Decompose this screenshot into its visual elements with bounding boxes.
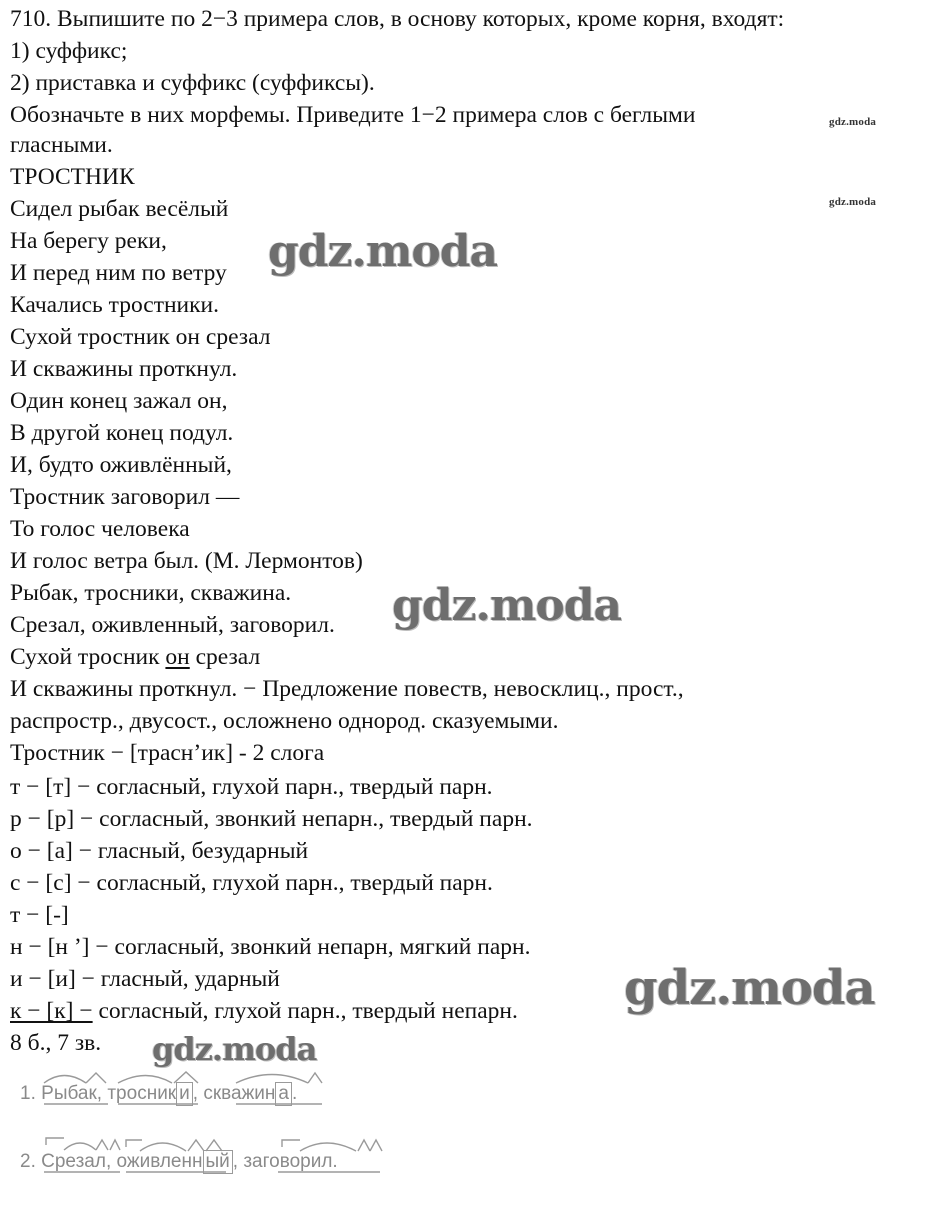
phonetic-row: т − [т] − согласный, глухой парн., твердый парн.: [10, 774, 493, 800]
sentence-subject: он: [165, 644, 190, 670]
poem-line: Сидел рыбак весёлый: [10, 196, 229, 222]
root-arc: [118, 1076, 172, 1084]
prefix-hook: [282, 1140, 300, 1147]
task-instruction-2: гласными.: [10, 132, 113, 158]
row-number: 1.: [20, 1083, 36, 1104]
morpheme-word: Срезал: [41, 1151, 106, 1172]
period: .: [332, 1151, 338, 1172]
ending-box: а: [275, 1082, 292, 1106]
root-arc: [44, 1076, 86, 1084]
answer-words-2: Срезал, оживленный, заговорил.: [10, 612, 335, 638]
poem-line: Сухой тростник он срезал: [10, 324, 271, 350]
poem-line: В другой конец подул.: [10, 420, 234, 446]
phonetic-row: р − [р] − согласный, звонкий непарн., твердый парн.: [10, 806, 533, 832]
poem-title: ТРОСТНИК: [10, 164, 135, 190]
morpheme-word: заговорил: [243, 1151, 333, 1172]
phonetic-row: о − [а] − гласный, безударный: [10, 838, 309, 864]
watermark-small: gdz.moda: [829, 116, 877, 128]
phonetic-underlined: к − [к] −: [10, 998, 93, 1024]
suffix-wedge: [206, 1140, 222, 1151]
task-instruction-1: Обозначьте в них морфемы. Приведите 1−2 примера слов с беглыми: [10, 102, 696, 128]
phonetic-row: н − [н ’] − согласный, звонкий непарн, мягкий парн.: [10, 934, 531, 960]
poem-line: Качались тростники.: [10, 292, 219, 318]
root-arc: [236, 1075, 308, 1084]
ending-box: и: [176, 1082, 193, 1106]
comma: ,: [232, 1151, 239, 1172]
poem-line: И перед ним по ветру: [10, 260, 227, 286]
suffix-wedge: [86, 1073, 106, 1083]
comma: ,: [192, 1083, 199, 1104]
phonetic-rest: согласный, глухой парн., твердый непарн.: [92, 998, 518, 1024]
task-item-2: 2) приставка и суффикс (суффиксы).: [10, 70, 375, 96]
ending-box: ый: [203, 1150, 233, 1174]
suffix-wedge: [308, 1073, 322, 1083]
root-arc: [140, 1143, 186, 1151]
answer-analysis-2: распростр., двусост., осложнено однород. сказуемыми.: [10, 708, 559, 734]
comma: ,: [105, 1151, 112, 1172]
poem-line: И скважины проткнул.: [10, 356, 238, 382]
suffix-wedge: [174, 1072, 198, 1083]
sentence-part: срезал: [189, 644, 261, 670]
morpheme-word: тросник: [107, 1083, 177, 1104]
comma: ,: [96, 1083, 103, 1104]
root-arc: [64, 1143, 96, 1150]
phonetic-title: Тростник − [трасн’ик] - 2 слога: [10, 740, 325, 766]
poem-line: На берегу реки,: [10, 228, 167, 254]
watermark-big: gdz.moda: [624, 960, 875, 1016]
morpheme-word: скважин: [203, 1083, 276, 1104]
sound-summary: 8 б., 7 зв.: [10, 1030, 102, 1056]
answer-analysis-1: И скважины проткнул. − Предложение повеств, невосклиц., прост.,: [10, 676, 684, 702]
suffix-wedge: [188, 1140, 204, 1151]
root-arc: [300, 1143, 356, 1151]
poem-line: Один конец зажал он,: [10, 388, 228, 414]
phonetic-row: и − [и] − гласный, ударный: [10, 966, 280, 992]
morpheme-word: Рыбак: [41, 1083, 97, 1104]
suffix-wedge: [370, 1140, 382, 1151]
poem-line: И голос ветра был. (М. Лермонтов): [10, 548, 363, 574]
suffix-wedge: [358, 1140, 370, 1151]
poem-line: Тростник заговорил —: [10, 484, 240, 510]
sentence-part: Сухой тросник: [10, 644, 166, 670]
watermark-small: gdz.moda: [829, 196, 877, 208]
task-item-1: 1) суффикс;: [10, 38, 128, 64]
task-heading: 710. Выпишите по 2−3 примера слов, в основу которых, кроме корня, входят:: [10, 6, 785, 32]
poem-line: То голос человека: [10, 516, 190, 542]
watermark-big: gdz.moda: [152, 1030, 317, 1068]
prefix-hook: [126, 1140, 142, 1147]
watermark-big: gdz.moda: [268, 226, 498, 277]
answer-words-1: Рыбак, тросники, скважина.: [10, 580, 292, 606]
period: .: [291, 1083, 298, 1104]
watermark-big: gdz.moda: [392, 580, 622, 631]
suffix-wedge: [110, 1140, 120, 1150]
phonetic-row: с − [с] − согласный, глухой парн., твердый парн.: [10, 870, 493, 896]
prefix-hook: [46, 1138, 64, 1145]
row-number: 2.: [20, 1151, 36, 1172]
suffix-wedge: [96, 1140, 108, 1150]
phonetic-row: т − [-]: [10, 902, 69, 928]
poem-line: И, будто оживлённый,: [10, 452, 232, 478]
morpheme-word: оживленн: [116, 1151, 203, 1172]
